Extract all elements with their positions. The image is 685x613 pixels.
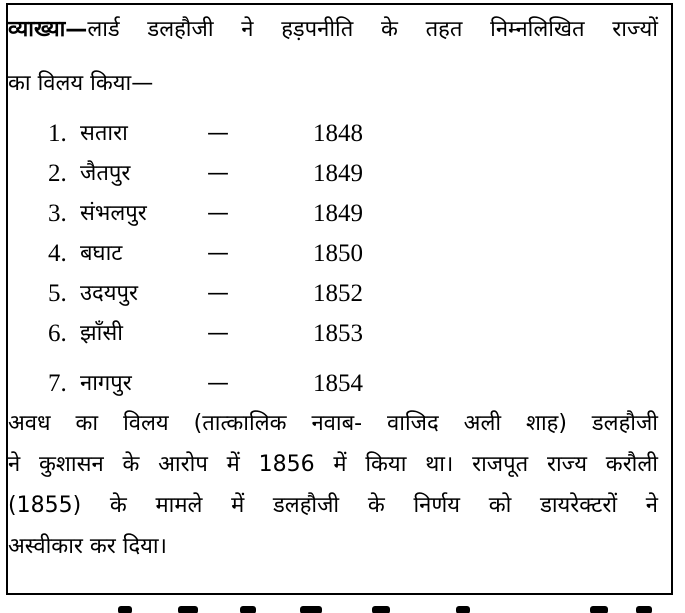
annexation-year: 1854 (313, 370, 363, 397)
cutoff-glyph-fragment (300, 606, 322, 613)
list-item (0, 234, 685, 274)
state-name: उदयपुर (80, 281, 138, 306)
paragraph-line-3: (1855) के मामले में डलहौजी के निर्णय को डायरेक्टरों ने (8, 493, 658, 518)
state-name: सतारा (80, 121, 128, 146)
item-number: 6. (48, 320, 67, 347)
item-number: 2. (48, 160, 67, 187)
list-item (0, 114, 685, 154)
list-item (0, 314, 685, 354)
cutoff-glyph-fragment (372, 606, 390, 613)
paragraph-line-1: अवध का विलय (तात्कालिक नवाब- वाजिद अली शाह) डलहौजी (8, 411, 658, 436)
intro-line-1 (8, 10, 658, 50)
dash-separator: — (207, 321, 229, 346)
dash-separator: — (207, 371, 229, 396)
list-item (0, 194, 685, 234)
annexation-year: 1852 (313, 280, 363, 307)
paragraph-line-2: ने कुशासन के आरोप में 1856 में किया था। राजपूत राज्य करौली (8, 452, 658, 477)
awadh-paragraph (8, 403, 658, 567)
item-number: 3. (48, 200, 67, 227)
annexation-year: 1848 (313, 120, 363, 147)
cutoff-glyph-fragment (118, 606, 132, 613)
cutoff-glyph-fragment (240, 606, 256, 613)
cutoff-glyph-fragment (456, 606, 470, 613)
item-number: 4. (48, 240, 67, 267)
annexation-year: 1850 (313, 240, 363, 267)
dash-separator: — (207, 241, 229, 266)
dash-separator: — (207, 201, 229, 226)
cutoff-glyph-fragment (636, 606, 652, 613)
item-number: 7. (48, 370, 67, 397)
list-item (0, 154, 685, 194)
intro-text-line-2: का विलय किया— (8, 71, 154, 96)
list-item (0, 364, 685, 404)
intro-line-2 (8, 64, 153, 104)
cutoff-glyph-fragment (178, 606, 198, 613)
annexation-year: 1849 (313, 160, 363, 187)
annexation-year: 1853 (313, 320, 363, 347)
item-number: 5. (48, 280, 67, 307)
dash-separator: — (207, 281, 229, 306)
intro-text-line-1: लार्ड डलहौजी ने हड़पनीति के तहत निम्नलिखित राज्यों (87, 17, 658, 42)
state-name: झाँसी (80, 321, 123, 346)
dash-separator: — (207, 161, 229, 186)
dash-separator: — (207, 121, 229, 146)
list-item (0, 274, 685, 314)
item-number: 1. (48, 120, 67, 147)
state-name: जैतपुर (80, 161, 131, 186)
explanation-heading: व्याख्या— (8, 17, 88, 42)
state-name: संभलपुर (80, 201, 147, 226)
cutoff-glyph-fragment (590, 606, 608, 613)
annexation-year: 1849 (313, 200, 363, 227)
state-name: बघाट (80, 241, 123, 266)
state-name: नागपुर (80, 371, 132, 396)
paragraph-line-4: अस्वीकार कर दिया। (8, 534, 167, 559)
cutoff-next-line (0, 598, 685, 613)
